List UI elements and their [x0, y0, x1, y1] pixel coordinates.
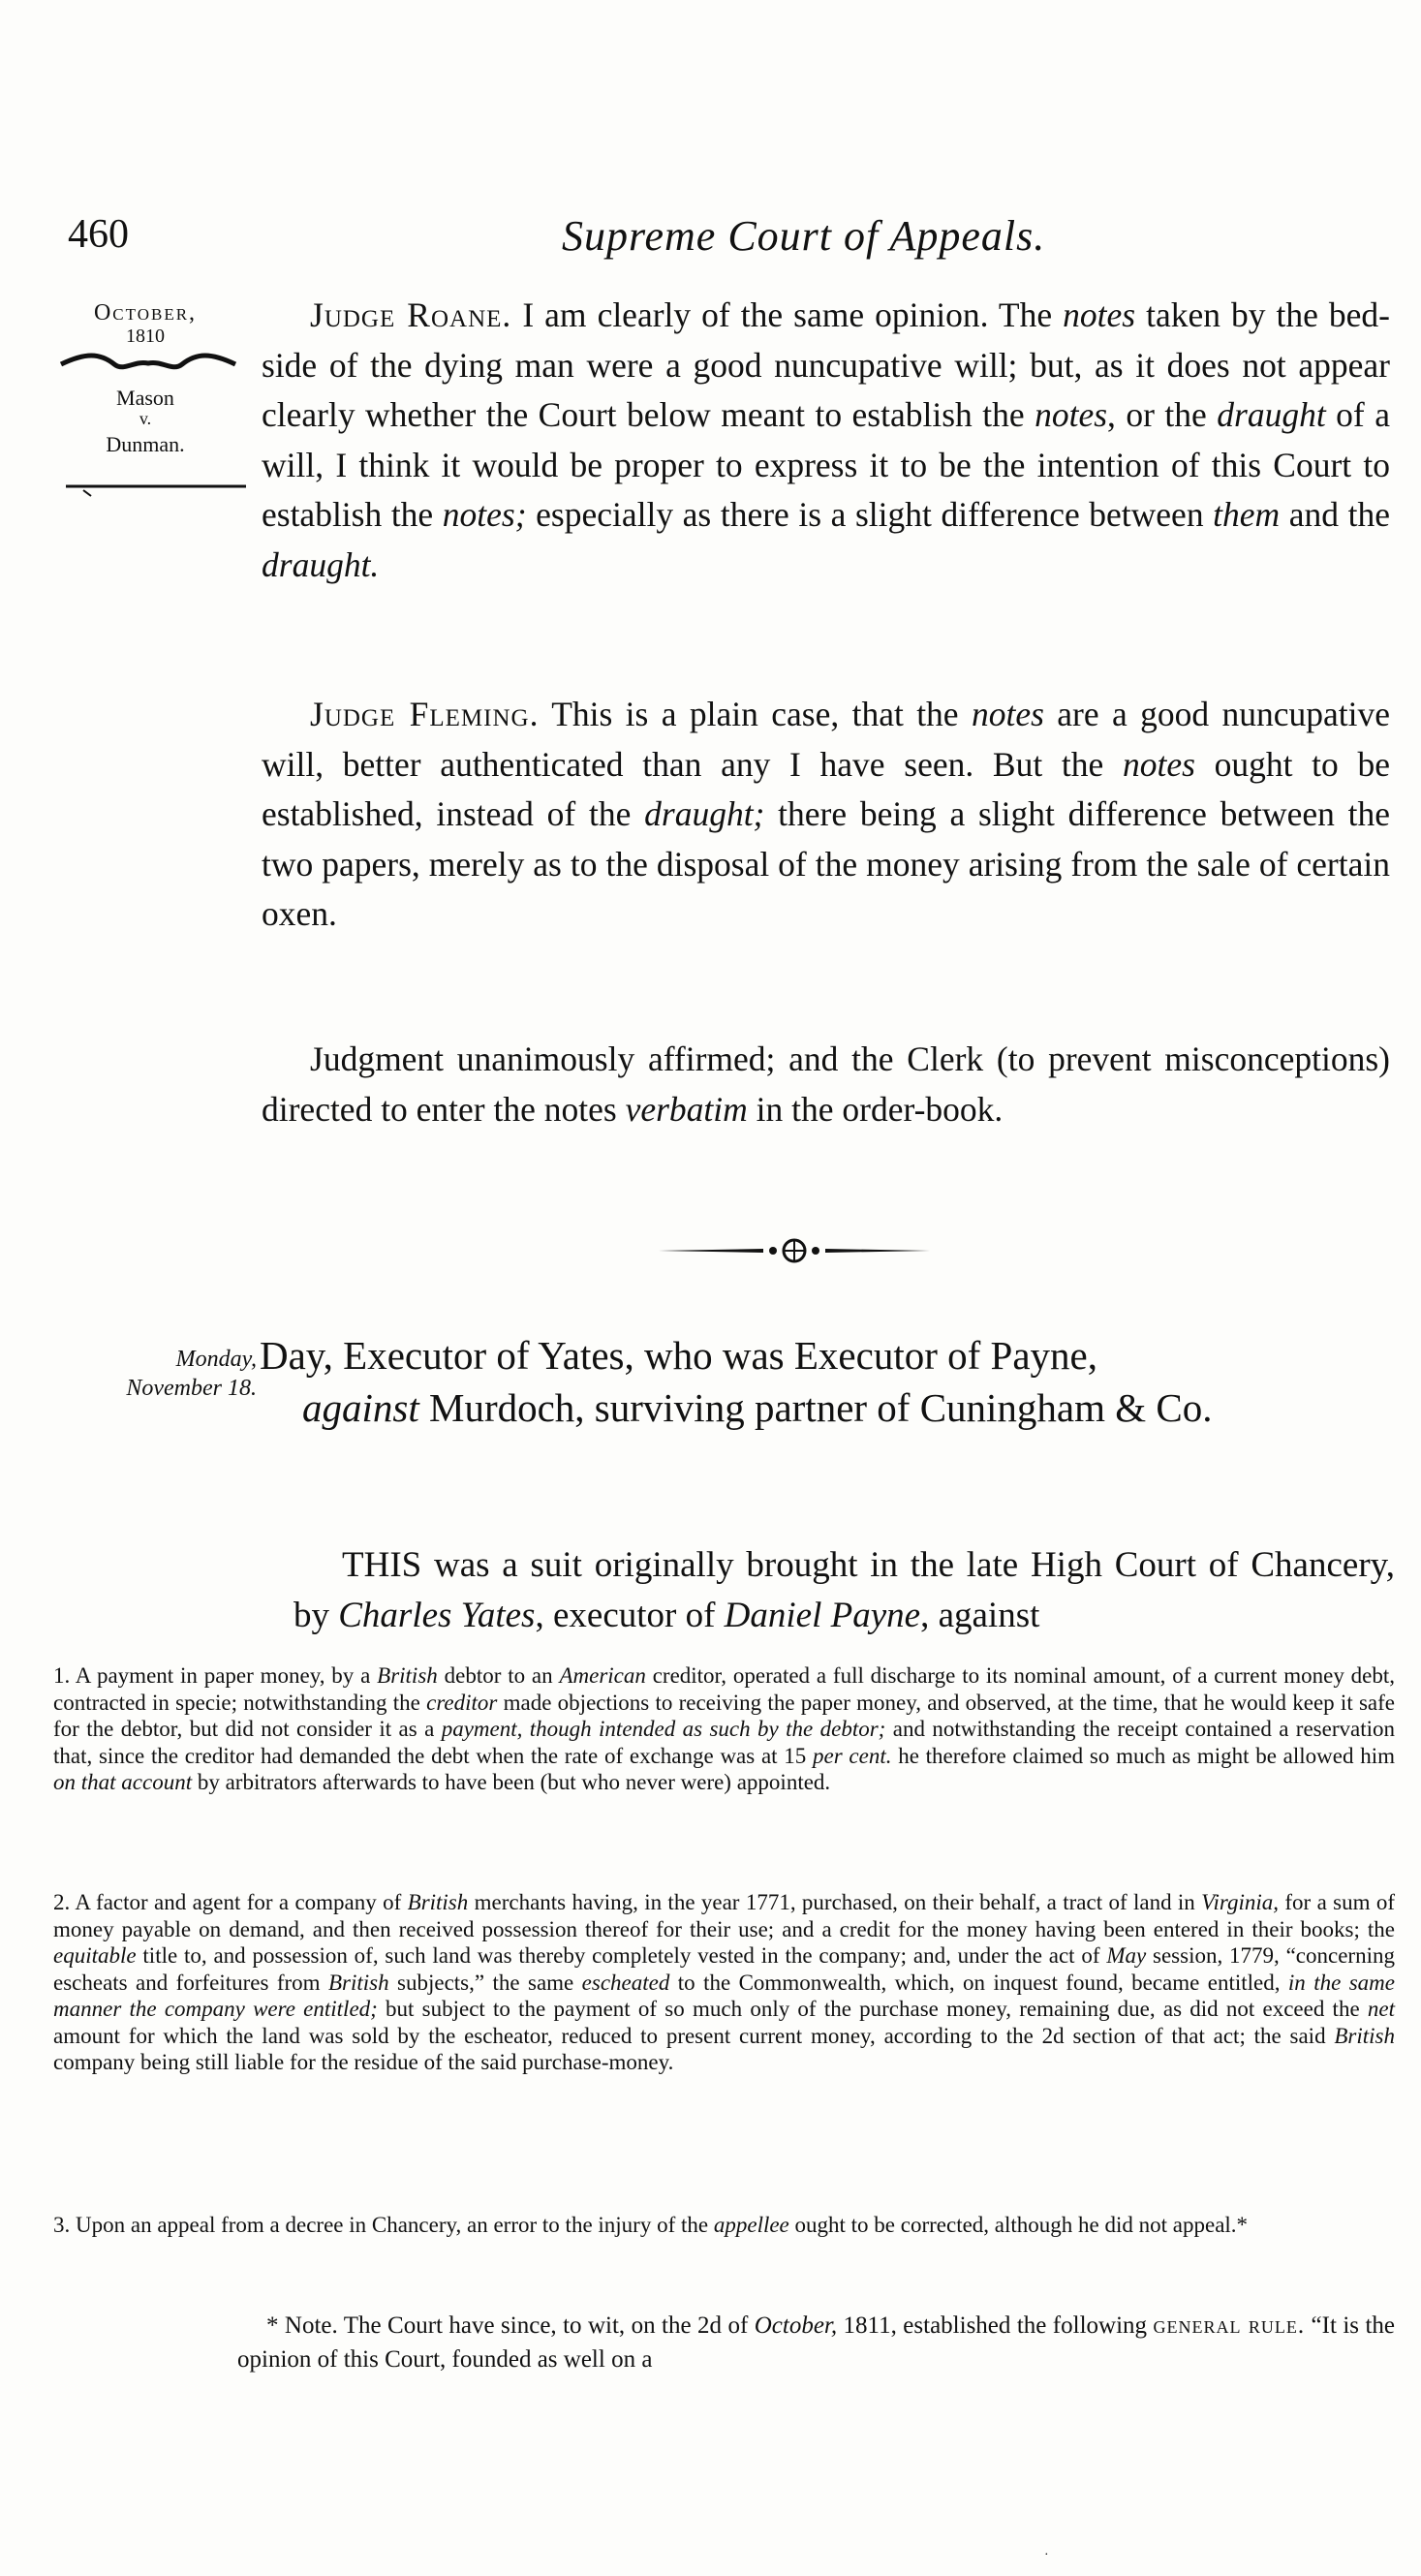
headnote-2: 2. A factor and agent for a company of British merchants having, in the year 1771, purchased, on their behalf, a tract of land in Virginia, for a sum of money payable on demand, and then received possession thereof for their use; and a credit for the money having been entered in their books; the equitable title to, and possession of, such land was thereby completely vested in the company; and, under the act of May session, 1779, “concerning escheats and forfeitures from British subjects,” the same escheated to the Commonwealth, which, on inquest found, became entitled, in the same manner the company were entitled; but subject to the payment of so much only of the purchase money, remaining due, as did not exceed the net amount for which the land was sold by the escheator, reduced to present current money, according to the 2d section of that act; the said British company being still liable for the residue of the said purchase-money.: [53, 1890, 1395, 2074]
page-number: 460: [68, 212, 129, 257]
judge-name: Judge Roane.: [310, 295, 512, 334]
running-title: Supreme Court of Appeals.: [562, 212, 1046, 260]
margin-versus: v.: [139, 409, 152, 428]
print-speck: ·: [1044, 2548, 1049, 2562]
case-intro: THIS was a suit originally brought in the late High Court of Chancery, by Charles Yates, executor of Daniel Payne, against: [293, 1545, 1395, 1635]
margin-party-2: Dunman.: [106, 432, 185, 456]
headnote-3: 3. Upon an appeal from a decree in Chancery, an error to the injury of the appellee ought to be corrected, although he did not appeal.*: [53, 2213, 1249, 2237]
opinion-fleming: Judge Fleming. This is a plain case, that the notes are a good nuncupative will, better authenticated than any I have seen. But the notes ought to be established, instead of the draught; there being a slight difference between the two papers, merely as to the disposal of the money arising from the sale of certain oxen.: [262, 695, 1390, 933]
margin-party-1: Mason: [116, 386, 174, 410]
case-title: Day, Executor of Yates, who was Executor of Payne, against Murdoch, surviving partner of Cuningham & Co.: [260, 1333, 1213, 1430]
headnote-number: 2.: [53, 1890, 71, 1914]
headnote-number: 3.: [53, 2213, 71, 2237]
section-divider-ornament: [649, 1236, 940, 1265]
margin-flourish-ornament: [56, 351, 240, 376]
margin-date-day: Monday,: [175, 1347, 257, 1372]
judgment-paragraph: Judgment unanimously affirmed; and the Clerk (to prevent misconceptions) directed to enter the notes verbatim in the order-book.: [262, 1040, 1390, 1129]
margin-year: 1810: [126, 326, 165, 347]
headnote-number: 1.: [53, 1663, 71, 1688]
margin-rule: [66, 482, 246, 498]
margin-date-month: November 18.: [126, 1376, 257, 1401]
opinion-roane: Judge Roane. I am clearly of the same opinion. The notes taken by the bed-side of the dying man were a good nuncupative will; but, as it does not appear clearly whether the Court below meant to establish the notes, or the draught of a will, I think it would be proper to express it to be the intention of this Court to establish the notes; especially as there is a slight difference between them and the draught.: [262, 295, 1390, 584]
headnote-1: 1. A payment in paper money, by a British debtor to an American creditor, operated a full discharge to its nominal amount, of a current money debt, contracted in specie; notwithstanding the creditor made objections to receiving the paper money, and observed, at the time, that he would keep it safe for the debtor, but did not consider it as a payment, though intended as such by the debtor; and notwithstanding the receipt contained a reservation that, since the creditor had demanded the debt when the rate of exchange was at 15 per cent. he therefore claimed so much as might be allowed him on that account by arbitrators afterwards to have been (but who never were) appointed.: [53, 1663, 1395, 1794]
judge-name: Judge Fleming.: [310, 695, 540, 733]
margin-month: October,: [93, 300, 198, 326]
footnote: * Note. The Court have since, to wit, on the 2d of October, 1811, established the following general rule. “It is the opinion of this Court, founded as well on a: [237, 2312, 1396, 2373]
